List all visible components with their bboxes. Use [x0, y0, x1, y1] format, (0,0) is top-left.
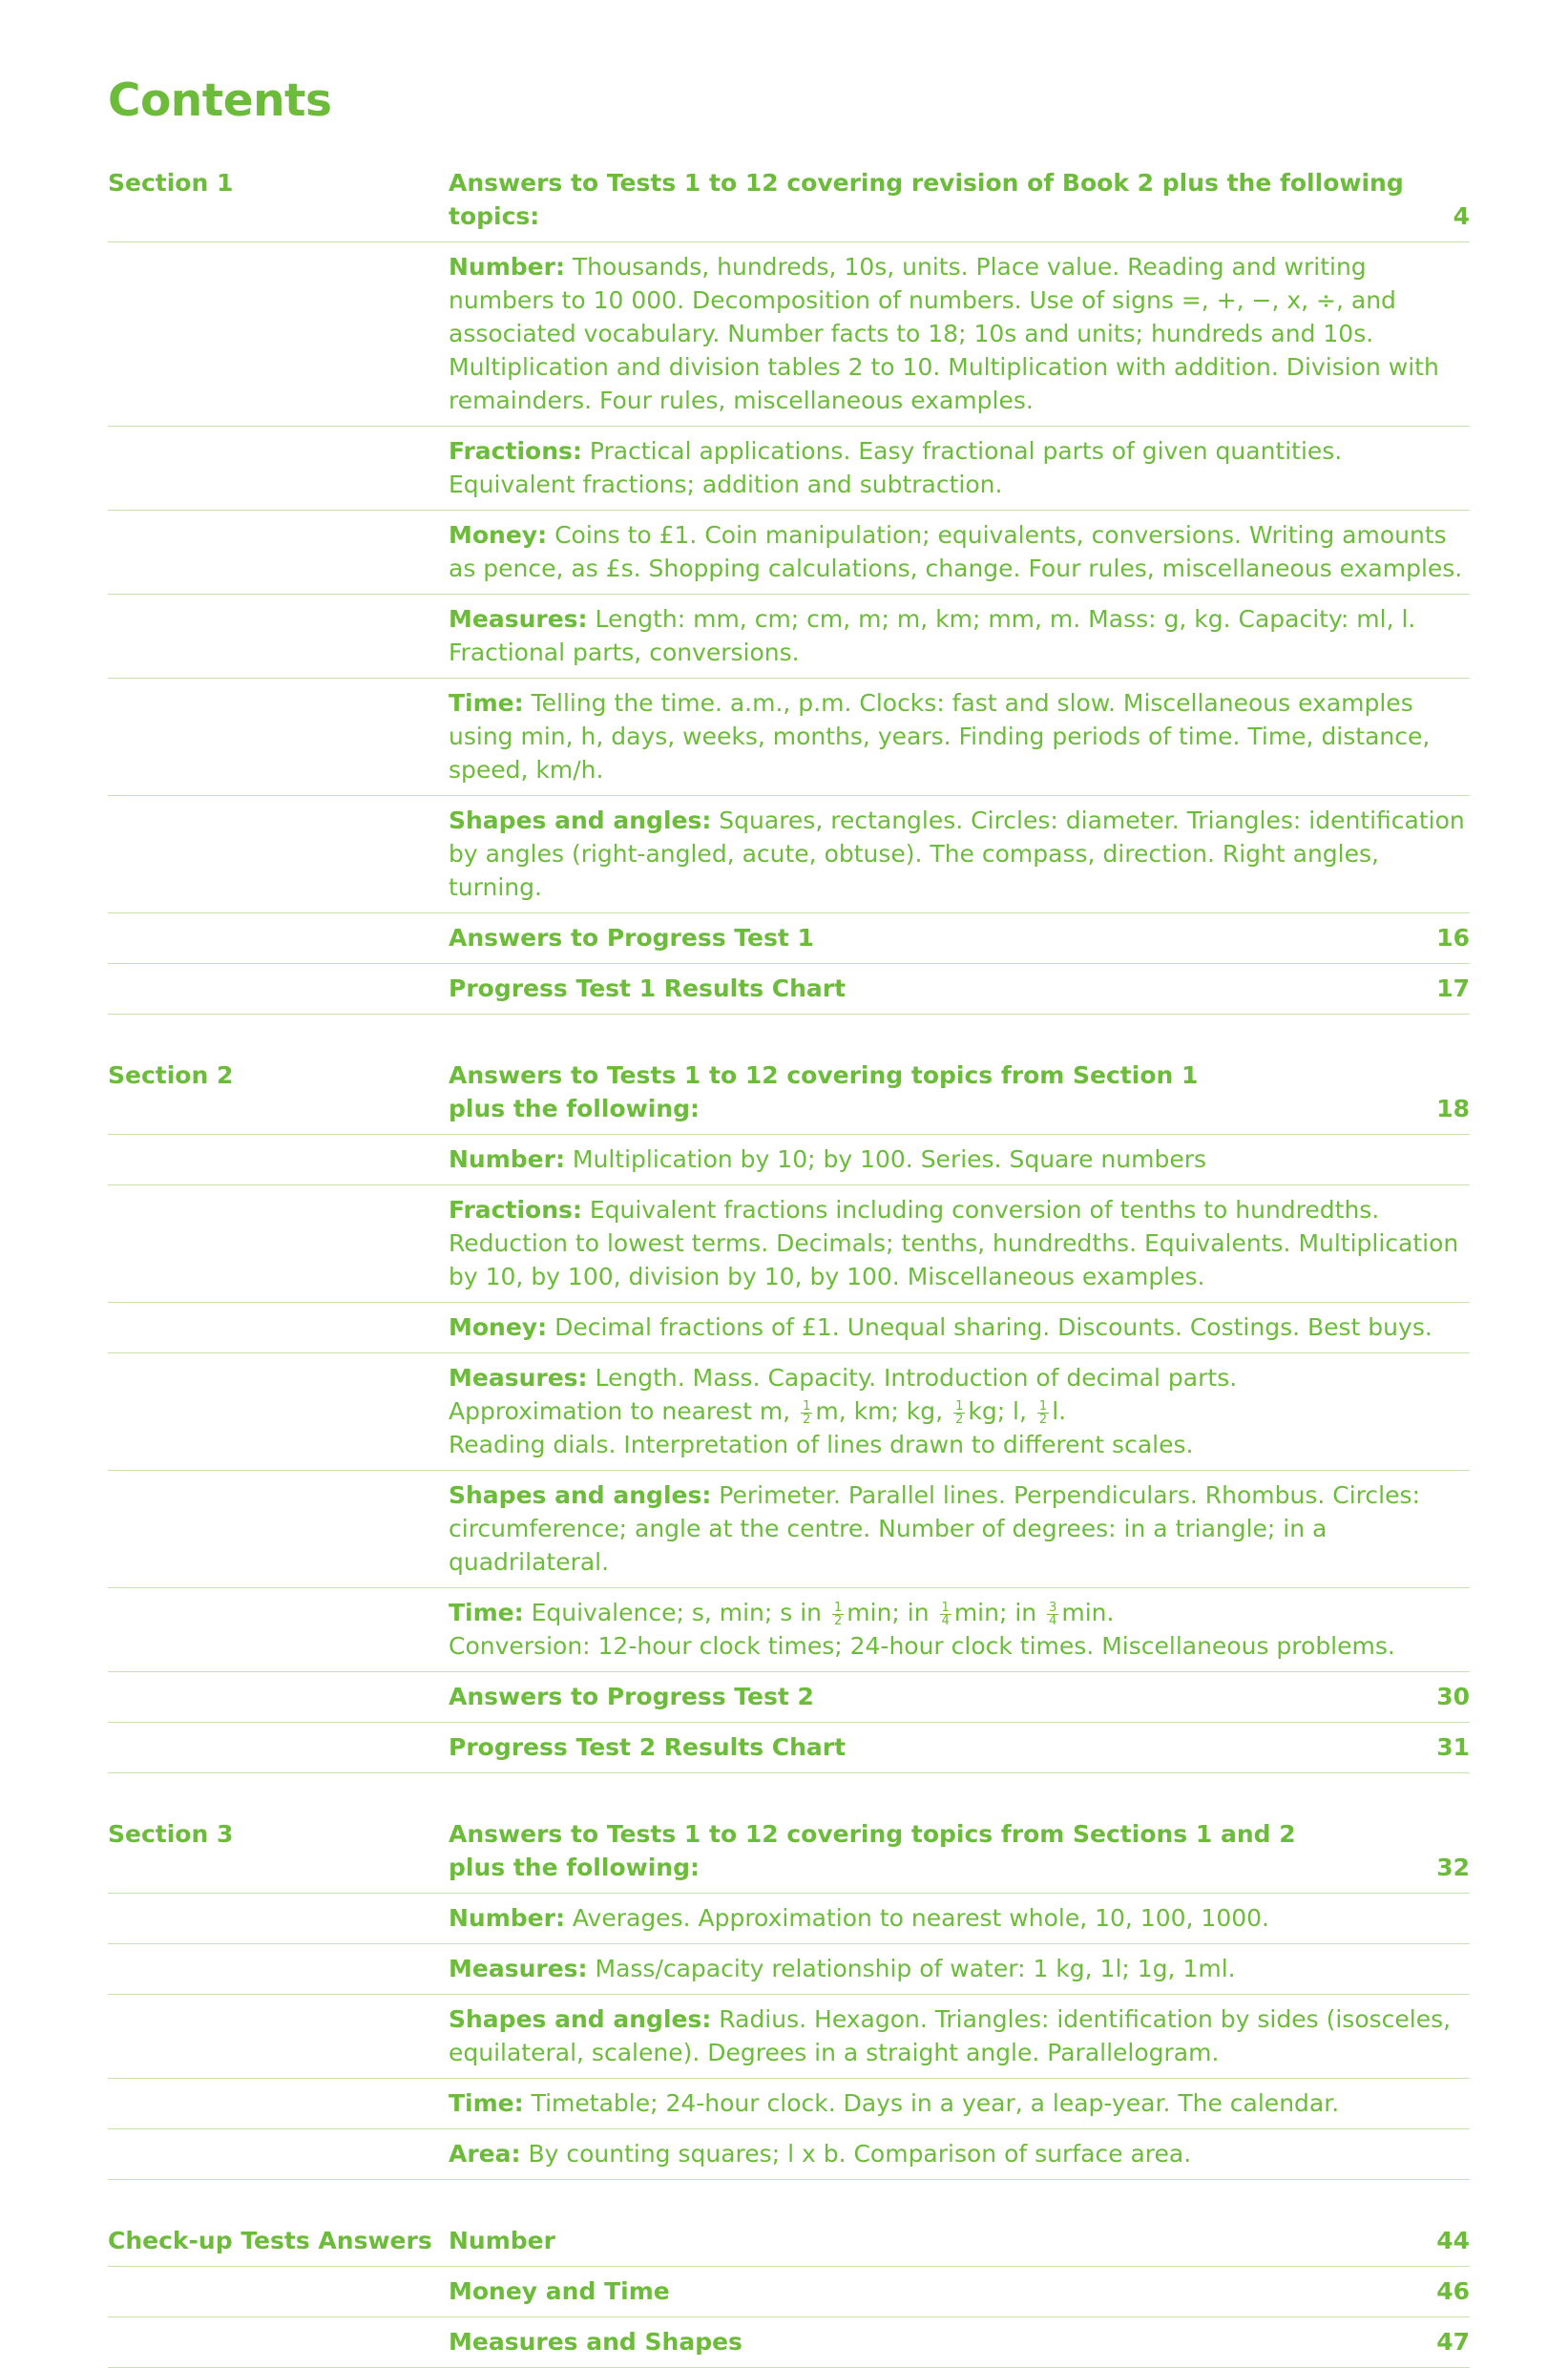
- section3-heading-line2: plus the following:: [449, 1854, 700, 1881]
- section3-topic-measures: Measures: Mass/capacity relationship of water: 1 kg, 1l; 1g, 1ml.: [108, 1944, 1470, 1995]
- section3-heading-row: [108, 1810, 1470, 1894]
- section3-topic-shapes: Shapes and angles: Radius. Hexagon. Triangles: identification by sides (isosceles, equilateral, scalene). Degrees in a straight angle. Parallelogram.: [108, 1995, 1470, 2079]
- section1-topic-number: Number: Thousands, hundreds, 10s, units. Place value. Reading and writing numbers to 10 000. Decomposition of numbers. Use of signs =, +, −, x, ÷, and associated vocabulary. Number facts to 18; 10s and units; hundreds and 10s. Multiplication and division tables 2 to 10. Multiplication with addition. Division with remainders. Four rules, miscellaneous examples.: [108, 242, 1470, 427]
- section2-label: Section 2: [108, 1051, 449, 1135]
- checkup-row-number: Check-up Tests Answers Number 44: [108, 2216, 1470, 2267]
- section1-topic-shapes: Shapes and angles: Squares, rectangles. Circles: diameter. Triangles: identification by angles (right-angled, acute, obtuse). The compass, direction. Right angles, turning.: [108, 796, 1470, 913]
- contents-page: [108, 74, 1470, 2368]
- section2-heading-line1: Answers to Tests 1 to 12 covering topics from Section 1: [449, 1061, 1199, 1089]
- checkup-measures-shapes-link[interactable]: Measures and Shapes: [449, 2328, 742, 2356]
- section1-results-chart-link[interactable]: Progress Test 1 Results Chart: [449, 974, 847, 1002]
- section2-heading-line2: plus the following:: [449, 1095, 700, 1122]
- page-title: Contents: [108, 74, 332, 127]
- section3-topic-area: Area: By counting squares; l x b. Comparison of surface area.: [108, 2129, 1470, 2180]
- section1-label: Section 1: [108, 158, 449, 242]
- fraction-half: $\frac{1}{2}$: [833, 1600, 843, 1628]
- section1-heading: Answers to Tests 1 to 12 covering revision of Book 2 plus the following topics:: [449, 169, 1404, 230]
- fraction-half: $\frac{1}{2}$: [803, 1398, 811, 1427]
- section1-progress-answers-row: Answers to Progress Test 1 16: [108, 913, 1470, 964]
- section2-results-chart-link[interactable]: Progress Test 2 Results Chart: [449, 1733, 847, 1761]
- checkup-money-time-link[interactable]: Money and Time: [449, 2277, 670, 2305]
- fraction-quarter: $\frac{1}{4}$: [941, 1600, 950, 1628]
- section3-page: 32: [1436, 1854, 1470, 1881]
- section2-topic-money: Money: Decimal fractions of £1. Unequal sharing. Discounts. Costings. Best buys.: [108, 1303, 1470, 1353]
- checkup-row-money-time: Money and Time 46: [108, 2267, 1470, 2317]
- fraction-half: $\frac{1}{2}$: [1038, 1398, 1048, 1427]
- checkup-number-link[interactable]: Number: [449, 2227, 555, 2254]
- section1-topic-fractions: Fractions: Practical applications. Easy fractional parts of given quantities. Equivalent fractions; addition and subtraction.: [108, 427, 1470, 511]
- section1-results-chart-row: Progress Test 1 Results Chart 17: [108, 964, 1470, 1015]
- section1-heading-row: [108, 158, 1470, 242]
- section3-topic-number: Number: Averages. Approximation to nearest whole, 10, 100, 1000.: [108, 1894, 1470, 1944]
- section2-heading-row: [108, 1051, 1470, 1135]
- section3-heading-line1: Answers to Tests 1 to 12 covering topics from Sections 1 and 2: [449, 1820, 1296, 1848]
- section2-topic-time: Time: Equivalence; s, min; s in $\frac{1}{2}$ min; in $\frac{1}{4}$ min; in $\frac{3}{4}$ min. Conversion: 12-hour clock times; 24-hour clock times. Miscellaneous problems.: [108, 1588, 1470, 1672]
- section2-progress-answers-link[interactable]: Answers to Progress Test 2: [449, 1683, 814, 1710]
- section1-progress-answers-link[interactable]: Answers to Progress Test 1: [449, 924, 814, 952]
- section1-topic-money: Money: Coins to £1. Coin manipulation; equivalents, conversions. Writing amounts as pence, as £s. Shopping calculations, change. Four rules, miscellaneous examples.: [108, 511, 1470, 595]
- section2-page: 18: [1436, 1095, 1470, 1122]
- section2-topic-fractions: Fractions: Equivalent fractions including conversion of tenths to hundredths. Reduction to lowest terms. Decimals; tenths, hundredths. Equivalents. Multiplication by 10, by 100, division by 10, by 100. Miscellaneous examples.: [108, 1185, 1470, 1303]
- section3-topic-time: Time: Timetable; 24-hour clock. Days in a year, a leap-year. The calendar.: [108, 2079, 1470, 2129]
- checkup-row-measures-shapes: Measures and Shapes 47: [108, 2317, 1470, 2368]
- section1-topic-time: Time: Telling the time. a.m., p.m. Clocks: fast and slow. Miscellaneous examples using min, h, days, weeks, months, years. Finding periods of time. Time, distance, speed, km/h.: [108, 679, 1470, 796]
- section2-topic-measures: Measures: Length. Mass. Capacity. Introduction of decimal parts. Approximation to nearest m, $\frac{1}{2}$ m, km; kg, $\frac{1}{2}$ kg; l, $\frac{1}{2}$ l. Reading dials. Interpretation of lines drawn to different scales.: [108, 1353, 1470, 1471]
- section1-topic-measures: Measures: Length: mm, cm; cm, m; m, km; mm, m. Mass: g, kg. Capacity: ml, l. Fractional parts, conversions.: [108, 595, 1470, 679]
- section2-results-chart-row: Progress Test 2 Results Chart 31: [108, 1723, 1470, 1773]
- section3-label: Section 3: [108, 1810, 449, 1894]
- section2-topic-shapes: Shapes and angles: Perimeter. Parallel lines. Perpendiculars. Rhombus. Circles: circumference; angle at the centre. Number of degrees: in a triangle; in a quadrilateral.: [108, 1471, 1470, 1588]
- fraction-three-quarters: $\frac{3}{4}$: [1049, 1600, 1057, 1628]
- section2-progress-answers-row: Answers to Progress Test 2 30: [108, 1672, 1470, 1723]
- checkup-label: Check-up Tests Answers: [108, 2216, 449, 2267]
- fraction-half: $\frac{1}{2}$: [955, 1398, 964, 1427]
- section2-topic-number: Number: Multiplication by 10; by 100. Series. Square numbers: [108, 1135, 1470, 1185]
- section1-page: 4: [1453, 202, 1470, 230]
